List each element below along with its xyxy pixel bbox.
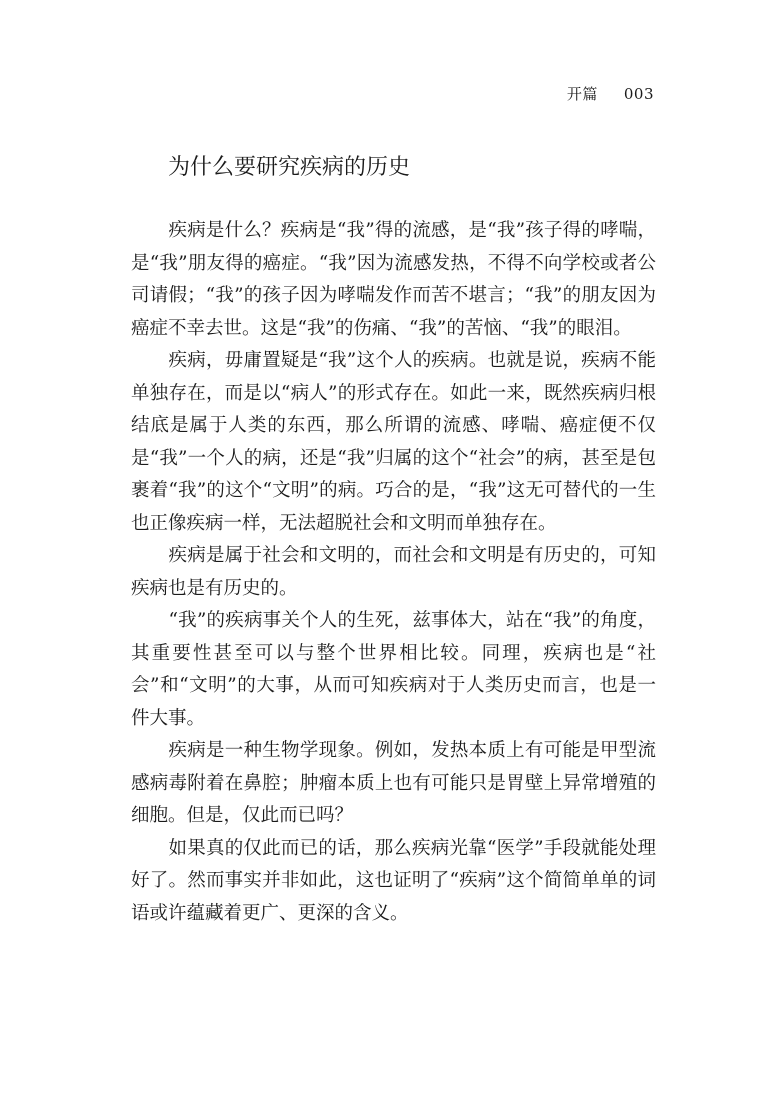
running-header [567,84,654,104]
paragraph: 疾病是一种生物学现象。例如，发热本质上有可能是甲型流感病毒附着在鼻腔；肿瘤本质上也有可能只是胃壁上异常增殖的细胞。但是，仅此而已吗？ [131,740,656,826]
body-text [131,215,656,930]
chapter-title: 为什么要研究疾病的历史 [168,155,411,180]
paragraph: 疾病，毋庸置疑是“我”这个人的疾病。也就是说，疾病不能单独存在，而是以“病人”的形式存在。如此一来，既然疾病归根结底是属于人类的东西，那么所谓的流感、哮喘、癌症便不仅是“我”一个人的病，还是“我”归属的这个“社会”的病，甚至是包裹着“我”的这个“文明”的病。巧合的是，“我”这无可替代的一生也正像疾病一样，无法超脱社会和文明而单独存在。 [131,350,656,534]
paragraph: “我”的疾病事关个人的生死，兹事体大，站在“我”的角度，其重要性甚至可以与整个世界相比较。同理，疾病也是“社会”和“文明”的大事，从而可知疾病对于人类历史而言，也是一件大事。 [131,610,656,729]
page-number: 003 [623,85,654,103]
running-header-section: 开篇 [566,85,598,103]
paragraph: 疾病是什么？疾病是“我”得的流感，是“我”孩子得的哮喘，是“我”朋友得的癌症。“我”因为流感发热，不得不向学校或者公司请假；“我”的孩子因为哮喘发作而苦不堪言；“我”的朋友因为癌症不幸去世。这是“我”的伤痛、“我”的苦恼、“我”的眼泪。 [131,220,656,339]
paragraph: 如果真的仅此而已的话，那么疾病光靠“医学”手段就能处理好了。然而事实并非如此，这也证明了“疾病”这个简简单单的词语或许蕴藏着更广、更深的含义。 [131,837,656,924]
paragraph: 疾病是属于社会和文明的，而社会和文明是有历史的，可知疾病也是有历史的。 [131,545,656,599]
